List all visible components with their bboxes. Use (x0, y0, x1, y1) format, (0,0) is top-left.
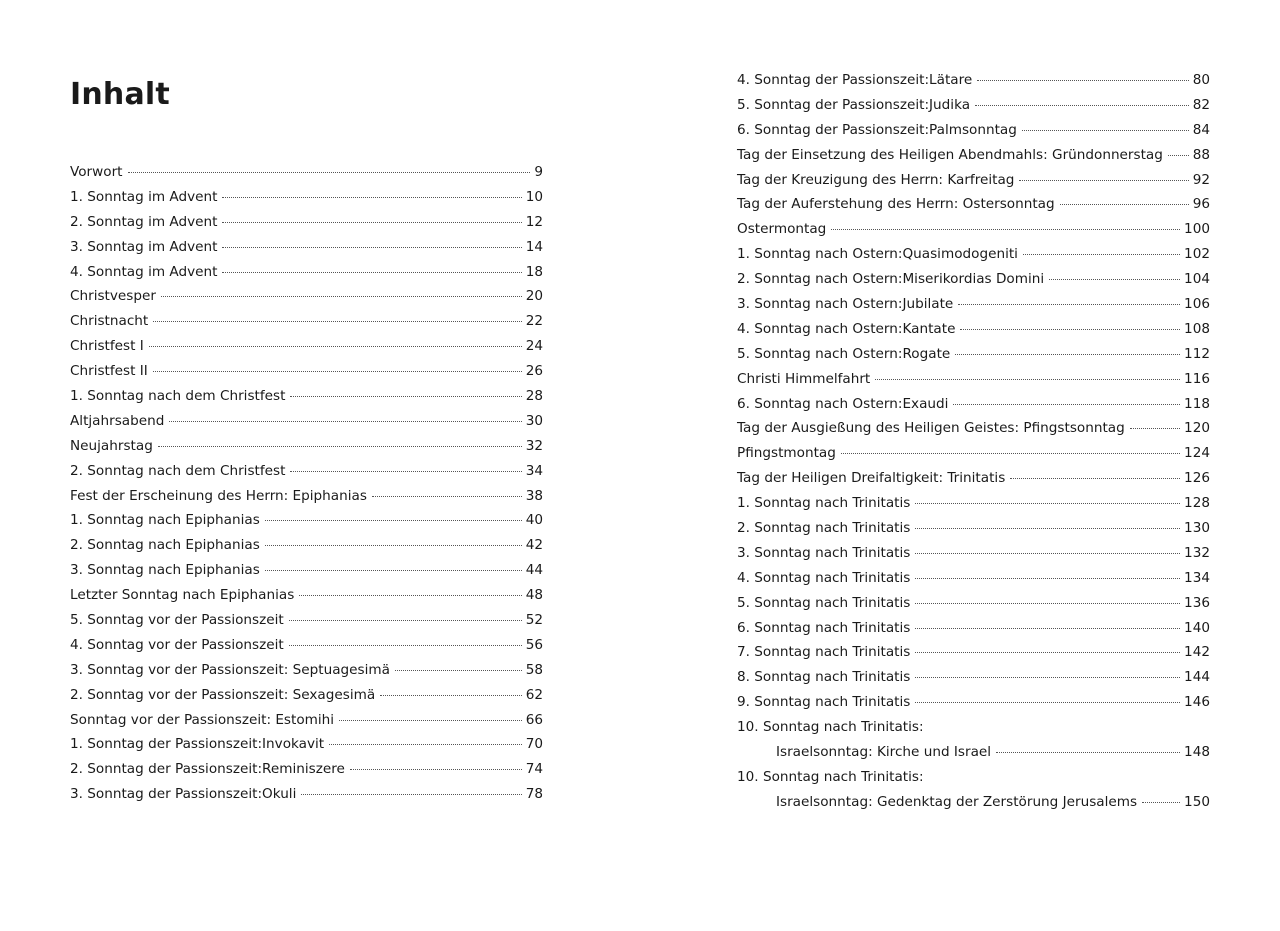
toc-entry-page-number: 106 (1184, 296, 1210, 313)
dot-leader (153, 371, 522, 372)
page-title: Inhalt (70, 77, 170, 112)
toc-entry[interactable] (737, 690, 1210, 715)
toc-entry-page-number: 70 (525, 736, 543, 753)
toc-entry-title: Letzter Sonntag nach Epiphanias (70, 587, 295, 604)
toc-entry-page-number: 124 (1184, 445, 1210, 462)
dot-leader (1010, 478, 1180, 479)
dot-leader (915, 628, 1180, 629)
toc-entry[interactable] (737, 640, 1210, 665)
dot-leader (915, 603, 1180, 604)
toc-entry-page-number: 74 (525, 761, 543, 778)
dot-leader (222, 247, 521, 248)
toc-entry-title: Christnacht (70, 313, 149, 330)
toc-entry-title: Pfingstmontag (737, 445, 836, 462)
toc-entry-title: 2. Sonntag der Passionszeit:Reminiszere (70, 761, 345, 778)
toc-entry-title: Tag der Einsetzung des Heiligen Abendmahls: Gründonnerstag (737, 146, 1163, 163)
toc-entry-page-number: 102 (1184, 246, 1210, 263)
dot-leader (222, 272, 521, 273)
toc-entry-title: Christvesper (70, 288, 156, 305)
dot-leader (915, 553, 1180, 554)
toc-entry-title: 2. Sonntag nach dem Christfest (70, 462, 286, 479)
dot-leader (875, 379, 1180, 380)
toc-entry[interactable] (70, 533, 543, 558)
toc-entry[interactable] (70, 757, 543, 782)
toc-entry-page-number: 118 (1184, 395, 1210, 412)
toc-entry-title: 1. Sonntag nach dem Christfest (70, 388, 286, 405)
toc-entry-title: 10. Sonntag nach Trinitatis: (737, 719, 924, 736)
toc-entry-page-number: 40 (525, 512, 543, 529)
toc-entry-page-number: 146 (1184, 694, 1210, 711)
dot-leader (975, 105, 1189, 106)
toc-entry-title: Altjahrsabend (70, 412, 165, 429)
toc-entry-page-number: 30 (525, 412, 543, 429)
toc-entry[interactable] (70, 359, 543, 384)
toc-entry[interactable] (737, 591, 1210, 616)
toc-entry-title: 4. Sonntag nach Ostern:Kantate (737, 320, 956, 337)
toc-entry-title: 9. Sonntag nach Trinitatis (737, 694, 911, 711)
dot-leader (841, 453, 1180, 454)
toc-entry[interactable] (70, 782, 543, 807)
toc-entry[interactable] (737, 68, 1210, 93)
toc-entry-title: Vorwort (70, 164, 123, 180)
dot-leader (149, 346, 522, 347)
toc-entry[interactable] (737, 566, 1210, 591)
dot-leader (1142, 802, 1180, 803)
toc-entry[interactable] (70, 633, 543, 658)
dot-leader (915, 503, 1180, 504)
toc-entry-title: Christfest II (70, 363, 148, 380)
toc-entry-title: 6. Sonntag der Passionszeit:Palmsonntag (737, 121, 1017, 138)
toc-entry-page-number: 104 (1184, 271, 1210, 288)
dot-leader (1130, 428, 1180, 429)
dot-leader (265, 545, 522, 546)
toc-entry[interactable] (70, 708, 543, 733)
dot-leader (1023, 254, 1180, 255)
toc-entry-title: Israelsonntag: Kirche und Israel (776, 744, 992, 761)
toc-entry-page-number: 22 (525, 313, 543, 330)
toc-entry-page-number: 120 (1184, 420, 1210, 437)
toc-entry-page-number: 150 (1184, 793, 1210, 810)
dot-leader (290, 471, 521, 472)
toc-entry-title: 3. Sonntag der Passionszeit:Okuli (70, 786, 297, 803)
toc-entry-title: 4. Sonntag vor der Passionszeit (70, 636, 284, 653)
toc-entry[interactable] (70, 683, 543, 708)
toc-entry-title: 1. Sonntag im Advent (70, 188, 218, 205)
toc-entry-title: 4. Sonntag der Passionszeit:Lätare (737, 72, 973, 88)
dot-leader (977, 80, 1188, 81)
toc-entry[interactable] (70, 235, 543, 260)
toc-entry-title: 5. Sonntag der Passionszeit:Judika (737, 96, 971, 113)
dot-leader (380, 695, 522, 696)
dot-leader (960, 329, 1180, 330)
toc-entry[interactable] (70, 583, 543, 608)
toc-entry-title: 1. Sonntag nach Ostern:Quasimodogeniti (737, 246, 1018, 263)
dot-leader (953, 404, 1180, 405)
toc-entry[interactable] (70, 160, 543, 185)
toc-entry[interactable] (737, 541, 1210, 566)
toc-entry-title: 2. Sonntag im Advent (70, 213, 218, 230)
dot-leader (350, 769, 522, 770)
dot-leader (915, 528, 1180, 529)
toc-entry-title: 2. Sonntag nach Trinitatis (737, 520, 911, 537)
toc-entry-title: Christfest I (70, 338, 144, 355)
dot-leader (955, 354, 1180, 355)
toc-entry-title: 5. Sonntag vor der Passionszeit (70, 612, 284, 629)
toc-entry-page-number: 148 (1184, 744, 1210, 761)
toc-entry-title: Neujahrstag (70, 437, 153, 454)
dot-leader (1049, 279, 1180, 280)
toc-entry-title: 3. Sonntag nach Trinitatis (737, 544, 911, 561)
toc-entry-title: Tag der Auferstehung des Herrn: Ostersonntag (737, 196, 1055, 213)
toc-entry-title: 6. Sonntag nach Trinitatis (737, 619, 911, 636)
toc-entry[interactable] (737, 143, 1210, 168)
toc-entry-title: 3. Sonntag nach Epiphanias (70, 562, 260, 579)
dot-leader (161, 296, 522, 297)
toc-entry-page-number: 140 (1184, 619, 1210, 636)
toc-entry[interactable] (70, 210, 543, 235)
toc-entry-title: 7. Sonntag nach Trinitatis (737, 644, 911, 661)
toc-entry-title: 3. Sonntag nach Ostern:Jubilate (737, 296, 954, 313)
toc-entry-page-number: 28 (525, 388, 543, 405)
toc-entry[interactable] (70, 309, 543, 334)
dot-leader (1019, 180, 1188, 181)
toc-entry[interactable] (70, 484, 543, 509)
toc-entry-page-number: 96 (1192, 196, 1210, 213)
dot-leader (831, 229, 1180, 230)
toc-entry-title: 3. Sonntag im Advent (70, 238, 218, 255)
toc-entry-page-number: 78 (525, 786, 543, 803)
toc-entry-page-number: 12 (525, 213, 543, 230)
dot-leader (915, 652, 1180, 653)
toc-entry-page-number: 42 (525, 537, 543, 554)
toc-list-right (737, 68, 1210, 815)
toc-entry-page-number: 126 (1184, 470, 1210, 487)
toc-entry[interactable] (70, 185, 543, 210)
toc-entry-title: 1. Sonntag nach Epiphanias (70, 512, 260, 529)
dot-leader (339, 720, 522, 721)
toc-entry[interactable] (737, 715, 1210, 740)
toc-entry[interactable] (737, 367, 1210, 392)
toc-entry-page-number: 9 (534, 164, 543, 180)
toc-entry[interactable] (737, 466, 1210, 491)
dot-leader (222, 222, 521, 223)
toc-entry-title: Ostermontag (737, 221, 827, 238)
toc-entry-title: Tag der Kreuzigung des Herrn: Karfreitag (737, 171, 1015, 188)
toc-entry[interactable] (737, 192, 1210, 217)
toc-entry[interactable] (737, 665, 1210, 690)
toc-entry-page-number: 144 (1184, 669, 1210, 686)
toc-entry-title: Tag der Ausgießung des Heiligen Geistes: Pfingstsonntag (737, 420, 1125, 437)
toc-entry-page-number: 24 (525, 338, 543, 355)
toc-entry[interactable] (737, 491, 1210, 516)
toc-entry-title: 5. Sonntag nach Ostern:Rogate (737, 345, 951, 362)
toc-entry-title: Fest der Erscheinung des Herrn: Epiphanias (70, 487, 367, 504)
dot-leader (301, 794, 521, 795)
toc-entry-title: 4. Sonntag nach Trinitatis (737, 569, 911, 586)
dot-leader (1060, 204, 1189, 205)
toc-entry-page-number: 38 (525, 487, 543, 504)
toc-entry-title: 2. Sonntag nach Ostern:Miserikordias Domini (737, 271, 1045, 288)
dot-leader (958, 304, 1180, 305)
dot-leader (265, 570, 522, 571)
dot-leader (1022, 130, 1189, 131)
toc-entry[interactable] (737, 441, 1210, 466)
toc-entry[interactable] (70, 732, 543, 757)
dot-leader (996, 752, 1180, 753)
dot-leader (915, 677, 1180, 678)
toc-entry-title: Tag der Heiligen Dreifaltigkeit: Trinitatis (737, 470, 1006, 487)
toc-entry-title: 10. Sonntag nach Trinitatis: (737, 768, 924, 785)
dot-leader (1168, 155, 1189, 156)
dot-leader (158, 446, 522, 447)
toc-entry[interactable] (737, 292, 1210, 317)
toc-entry[interactable] (70, 260, 543, 285)
toc-entry-page-number: 112 (1184, 345, 1210, 362)
toc-entry-page-number: 100 (1184, 221, 1210, 238)
toc-entry-page-number: 26 (525, 363, 543, 380)
dot-leader (153, 321, 521, 322)
toc-entry-page-number: 92 (1192, 171, 1210, 188)
toc-entry-page-number: 128 (1184, 495, 1210, 512)
toc-entry[interactable] (70, 459, 543, 484)
toc-entry[interactable] (70, 434, 543, 459)
toc-entry[interactable] (70, 334, 543, 359)
toc-entry-title: 1. Sonntag der Passionszeit:Invokavit (70, 736, 325, 753)
toc-entry[interactable] (737, 740, 1210, 765)
toc-entry-page-number: 20 (525, 288, 543, 305)
toc-entry[interactable] (737, 416, 1210, 441)
toc-entry[interactable] (737, 118, 1210, 143)
toc-entry-title: 2. Sonntag vor der Passionszeit: Sexagesimä (70, 686, 376, 703)
dot-leader (265, 520, 522, 521)
toc-entry-page-number: 88 (1192, 146, 1210, 163)
toc-entry-page-number: 134 (1184, 569, 1210, 586)
toc-entry-title: 3. Sonntag vor der Passionszeit: Septuagesimä (70, 661, 390, 678)
toc-entry[interactable] (70, 658, 543, 683)
toc-entry-page-number: 52 (525, 612, 543, 629)
toc-entry[interactable] (737, 765, 1210, 790)
toc-entry-page-number: 116 (1184, 370, 1210, 387)
toc-entry-page-number: 108 (1184, 320, 1210, 337)
dot-leader (128, 172, 531, 173)
toc-list-left (70, 160, 543, 807)
toc-entry-page-number: 130 (1184, 520, 1210, 537)
toc-entry-title: 1. Sonntag nach Trinitatis (737, 495, 911, 512)
toc-entry[interactable] (70, 409, 543, 434)
toc-entry-title: Israelsonntag: Gedenktag der Zerstörung Jerusalems (776, 793, 1138, 810)
dot-leader (915, 702, 1180, 703)
dot-leader (222, 197, 521, 198)
toc-entry-page-number: 136 (1184, 594, 1210, 611)
dot-leader (395, 670, 522, 671)
toc-entry-title: Sonntag vor der Passionszeit: Estomihi (70, 711, 335, 728)
toc-entry-title: Christi Himmelfahrt (737, 370, 871, 387)
toc-entry-page-number: 84 (1192, 121, 1210, 138)
toc-entry[interactable] (737, 317, 1210, 342)
toc-entry[interactable] (737, 242, 1210, 267)
toc-entry[interactable] (737, 790, 1210, 815)
toc-entry-page-number: 142 (1184, 644, 1210, 661)
toc-entry[interactable] (737, 267, 1210, 292)
dot-leader (329, 744, 522, 745)
toc-entry-page-number: 66 (525, 711, 543, 728)
toc-entry[interactable] (70, 284, 543, 309)
toc-entry[interactable] (70, 608, 543, 633)
toc-entry-page-number: 56 (525, 636, 543, 653)
toc-entry-title: 8. Sonntag nach Trinitatis (737, 669, 911, 686)
dot-leader (299, 595, 521, 596)
dot-leader (169, 421, 521, 422)
toc-entry-page-number: 62 (525, 686, 543, 703)
toc-entry[interactable] (70, 558, 543, 583)
toc-entry-page-number: 14 (525, 238, 543, 255)
toc-entry-page-number: 10 (525, 188, 543, 205)
dot-leader (290, 396, 521, 397)
dot-leader (372, 496, 522, 497)
toc-entry-page-number: 18 (525, 263, 543, 280)
dot-leader (289, 620, 522, 621)
toc-entry-page-number: 32 (525, 437, 543, 454)
toc-entry-page-number: 44 (525, 562, 543, 579)
toc-entry[interactable] (70, 384, 543, 409)
toc-entry-title: 6. Sonntag nach Ostern:Exaudi (737, 395, 949, 412)
toc-entry-page-number: 58 (525, 661, 543, 678)
toc-entry[interactable] (737, 616, 1210, 641)
toc-entry[interactable] (737, 342, 1210, 367)
toc-entry[interactable] (737, 217, 1210, 242)
toc-entry-page-number: 82 (1192, 96, 1210, 113)
toc-entry[interactable] (737, 168, 1210, 193)
dot-leader (289, 645, 522, 646)
toc-entry[interactable] (737, 516, 1210, 541)
toc-entry[interactable] (70, 508, 543, 533)
toc-entry[interactable] (737, 93, 1210, 118)
toc-entry-page-number: 48 (525, 587, 543, 604)
toc-entry-page-number: 34 (525, 462, 543, 479)
toc-entry[interactable] (737, 392, 1210, 417)
toc-entry-title: 4. Sonntag im Advent (70, 263, 218, 280)
toc-entry-page-number: 132 (1184, 544, 1210, 561)
toc-entry-page-number: 80 (1192, 72, 1210, 88)
toc-entry-title: 5. Sonntag nach Trinitatis (737, 594, 911, 611)
toc-entry-title: 2. Sonntag nach Epiphanias (70, 537, 260, 554)
dot-leader (915, 578, 1180, 579)
